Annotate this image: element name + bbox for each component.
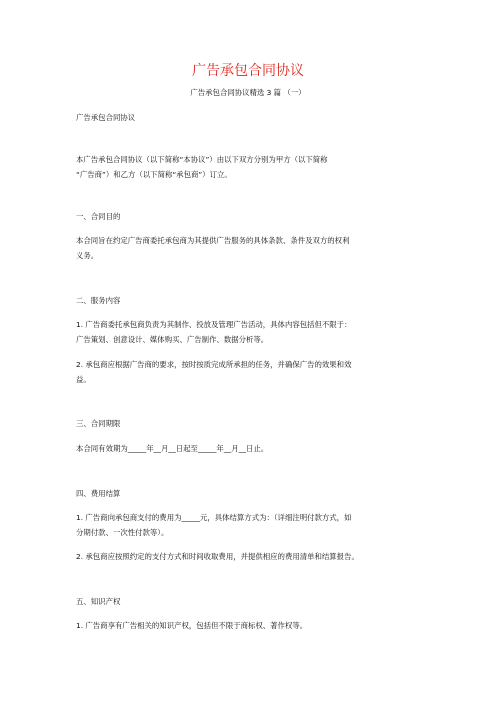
- section-heading: 三、合同期限: [76, 419, 121, 428]
- intro-line: “广告商”）和乙方（以下简称“承包商”）订立。: [76, 170, 232, 179]
- doc-name: 广告承包合同协议: [76, 113, 136, 122]
- section-heading: 一、合同目的: [76, 212, 121, 221]
- section-line: 义务。: [76, 251, 99, 260]
- section-line: 1. 广告商享有广告相关的知识产权，包括但不限于商标权、著作权等。: [76, 621, 308, 630]
- document-subtitle: 广告承包合同协议精选 3 篇 （一）: [190, 88, 306, 97]
- section-heading: 五、知识产权: [76, 597, 121, 606]
- section-line: 本合同旨在约定广告商委托承包商为其提供广告服务的具体条款、条件及双方的权利: [76, 236, 350, 245]
- document-title: 广告承包合同协议: [192, 63, 304, 79]
- section-heading: 四、费用结算: [76, 489, 121, 498]
- section-line: 1. 广告商委托承包商负责为其制作、投放及管理广告活动，具体内容包括但不限于：: [76, 320, 352, 329]
- section-line: 2. 承包商应根据广告商的要求，按时按质完成所承担的任务，并确保广告的效果和效: [76, 360, 352, 369]
- section-line: 分期付款、一次性付款等）。: [76, 528, 169, 537]
- section-line: 广告策划、创意设计、媒体购买、广告制作、数据分析等。: [76, 335, 269, 344]
- section-line: 益。: [76, 375, 91, 384]
- intro-line: 本广告承包合同协议（以下简称“本协议”）由以下双方分别为甲方（以下简称: [76, 155, 328, 164]
- section-line: 2. 承包商应按照约定的支付方式和时间收取费用，并提供相应的费用清单和结算报告。: [76, 552, 359, 561]
- section-line: 1. 广告商向承包商支付的费用为_____元，具体结算方式为：（详细注明付款方式，如: [76, 513, 352, 522]
- section-heading: 二、服务内容: [76, 296, 121, 305]
- section-line: 本合同有效期为_____年__月__日起至_____年__月__日止。: [76, 444, 269, 453]
